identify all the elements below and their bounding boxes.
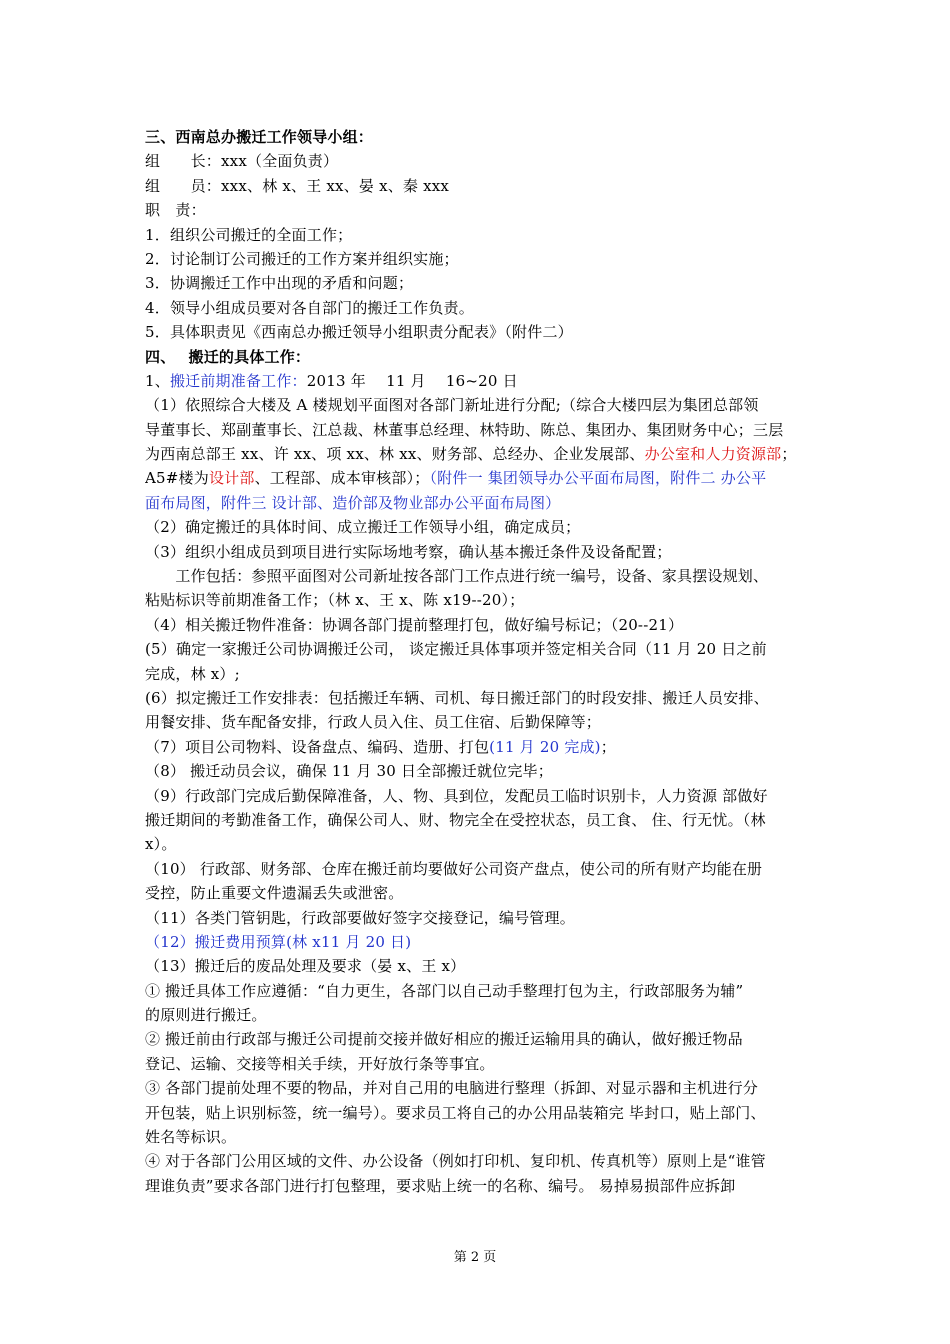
page-number: 第 2 页 (453, 1250, 497, 1265)
circled-item-2: ② 搬迁前由行政部与搬迁公司提前交接并做好相应的搬迁运输用具的确认，做好搬迁物品 (145, 1030, 743, 1049)
duty-item: 5．具体职责见《西南总办搬迁领导小组职责分配表》（附件二） (145, 323, 573, 342)
item1-text: A5#楼为 (145, 469, 209, 488)
item6-line: 用餐安排、货车配备安排，行政人员入住、员工住宿、后勤保障等； (145, 713, 602, 732)
duty-item: 1．组织公司搬迁的全面工作； (145, 225, 353, 244)
item1-line (145, 466, 810, 490)
item7-text: ； (600, 737, 616, 756)
item2: （2）确定搬迁的具体时间、成立搬迁工作领导小组，确定成员； (145, 518, 581, 537)
item4: （4）相关搬迁物件准备：协调各部门提前整理打包，做好编号标记；（20--21） (145, 615, 684, 634)
item12: （12）搬迁费用预算(林 x11 月 20 日) (145, 932, 412, 951)
item1-highlight-red: 设计部 (208, 469, 255, 488)
document-body (145, 125, 810, 1198)
item9-line: x）。 (145, 835, 177, 854)
item7-text: （7）项目公司物料、设备盘点、编码、造册、打包 (145, 737, 490, 756)
item3: （3）组织小组成员到项目进行实际场地考察，确认基本搬迁条件及设备配置； (145, 542, 672, 561)
item1-text: 为西南总部王 xx、许 xx、项 xx、林 xx、财务部、总经办、企业发展部、 (145, 445, 645, 464)
section3-title: 三、西南总办搬迁工作领导小组： (145, 128, 374, 146)
item13: （13）搬迁后的废品处理及要求（晏 x、王 x） (145, 957, 466, 976)
leader-label: 组 长： (145, 152, 222, 171)
duty-label: 职 责： (145, 201, 206, 220)
item5-line: (5）确定一家搬迁公司协调搬迁公司， 谈定搬迁具体事项并签定相关合同（11 月 20 日之前 (145, 640, 767, 659)
prep-date: 2013 年 11 月 16~20 日 (306, 371, 518, 390)
item1-highlight-red: 办公室和人力资源部 (644, 445, 782, 464)
leader-value: xxx（全面负责） (221, 152, 339, 171)
circled-item-3: 姓名等标识。 (145, 1128, 237, 1147)
item5-line: 完成，林 x）; (145, 664, 240, 683)
item6-line: (6）拟定搬迁工作安排表：包括搬迁车辆、司机、每日搬迁部门的时段安排、搬迁人员安排、 (145, 688, 769, 707)
work-line: 粘贴标识等前期准备工作；（林 x、王 x、陈 x19--20）； (145, 591, 525, 610)
circled-item-3: ③ 各部门提前处理不要的物品，并对自己用的电脑进行整理（拆卸、对显示器和主机进行分 (145, 1079, 758, 1098)
item1-text: ； (781, 445, 797, 464)
prep-prefix: 1、 (145, 371, 170, 390)
item7-deadline: (11 月 20 完成) (489, 737, 601, 756)
work-line: 工作包括：参照平面图对公司新址按各部门工作点进行统一编号，设备、家具摆设规划、 (145, 567, 769, 586)
item9-line: （9）行政部门完成后勤保障准备，人、物、具到位，发配员工临时识别卡，人力资源 部做好 (145, 786, 768, 805)
item10-line: （10） 行政部、财务部、仓库在搬迁前均要做好公司资产盘点，使公司的所有财产均能在册 (145, 859, 763, 878)
item9-line: 搬迁期间的考勤准备工作，确保公司人、财、物完全在受控状态，员工食、 住、行无忧。（林 (145, 810, 766, 829)
item8: （8） 搬迁动员会议，确保 11 月 30 日全部搬迁就位完毕； (145, 762, 553, 781)
members-value: xxx、林 x、王 xx、晏 x、秦 xxx (221, 176, 450, 195)
circled-item-4: ④ 对于各部门公用区域的文件、办公设备（例如打印机、复印机、传真机等）原则上是“谁管 (145, 1152, 766, 1171)
prep-label: 搬迁前期准备工作： (169, 371, 307, 390)
circled-item-4: 理谁负责”要求各部门进行打包整理，要求贴上统一的名称、编号。 易掉易损部件应拆卸 (145, 1176, 736, 1195)
item10-line: 受控，防止重要文件遗漏丢失或泄密。 (145, 884, 404, 903)
prep-heading (145, 369, 810, 393)
circled-item-3: 开包装，贴上识别标签，统一编号）。要求员工将自己的办公用品装箱完 毕封口，贴上部门、 (145, 1103, 766, 1122)
section4-title: 四、 搬迁的具体工作： (145, 347, 311, 366)
members-label: 组 员： (145, 176, 222, 195)
leader-line (145, 149, 810, 173)
circled-item-1: 的原则进行搬迁。 (145, 1006, 267, 1025)
circled-item-2: 登记、运输、交接等相关手续，开好放行条等事宜。 (145, 1054, 495, 1073)
item1-line: 导董事长、郑副董事长、江总裁、林董事总经理、林特助、陈总、集团办、集团财务中心；三层 (145, 420, 784, 439)
duty-item: 2．讨论制订公司搬迁的工作方案并组织实施； (145, 249, 459, 268)
item1-text: 、工程部、成本审核部）； (254, 469, 430, 488)
item1-attachments: （附件一 集团领导办公平面布局图，附件二 办公平 (429, 469, 767, 488)
item11: （11）各类门管钥匙，行政部要做好签字交接登记，编号管理。 (145, 908, 575, 927)
item7 (145, 735, 810, 759)
members-line (145, 174, 810, 198)
duty-item: 4．领导小组成员要对各自部门的搬迁工作负责。 (145, 298, 474, 317)
duty-item: 3．协调搬迁工作中出现的矛盾和问题； (145, 274, 414, 293)
item1-attachments: 面布局图，附件三 设计部、造价部及物业部办公平面布局图） (145, 493, 561, 512)
item1-line (145, 442, 810, 466)
item1-line: （1）依照综合大楼及 A 楼规划平面图对各部门新址进行分配;（综合大楼四层为集团总部领 (145, 396, 759, 415)
circled-item-1: ① 搬迁具体工作应遵循：“自力更生，各部门以自己动手整理打包为主，行政部服务为辅” (145, 981, 744, 1000)
